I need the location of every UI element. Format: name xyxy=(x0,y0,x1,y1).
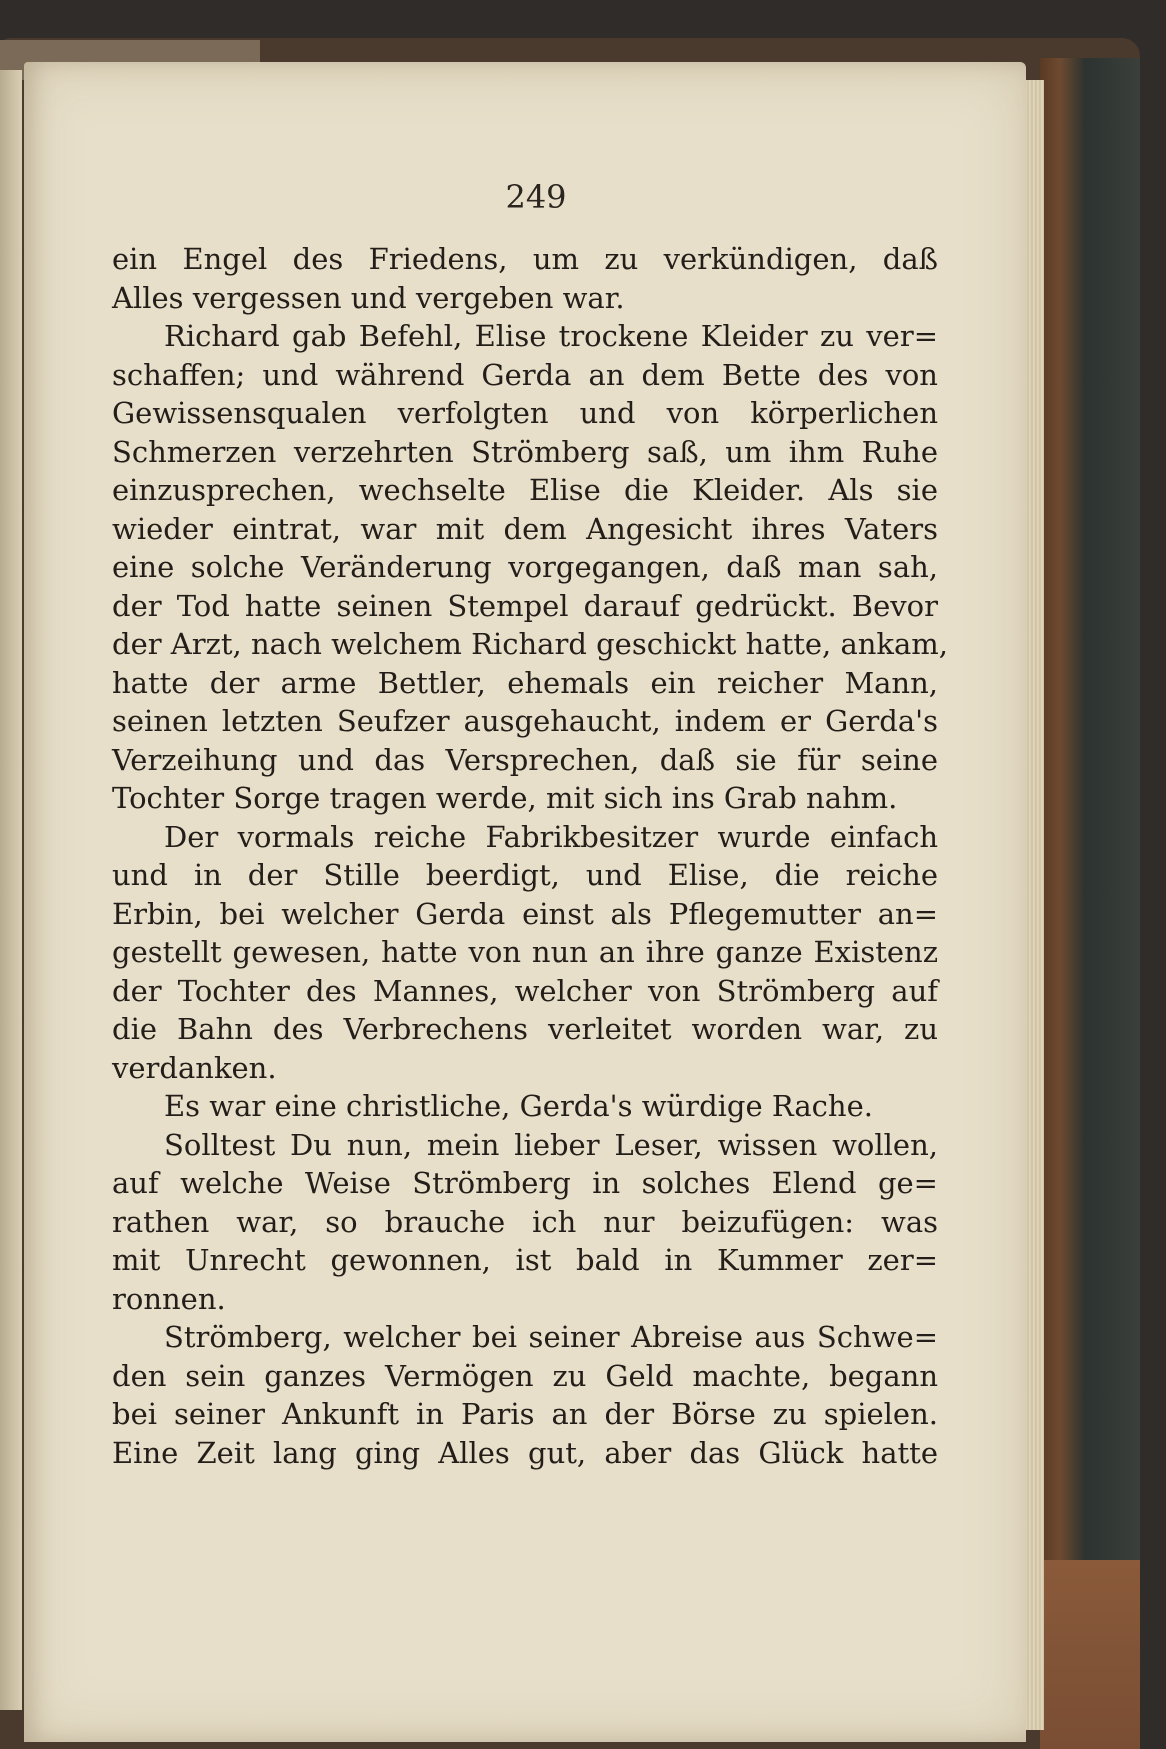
text-line: den sein ganzes Vermögen zu Geld machte, begann xyxy=(112,1358,938,1393)
text-line: bei seiner Ankunft in Paris an der Börse zu spielen. xyxy=(112,1397,938,1431)
text-line: Erbin, bei welcher Gerda einst als Pflegemutter an= xyxy=(112,896,938,931)
text-line: Richard gab Befehl, Elise trockene Kleider zu ver= xyxy=(164,319,938,353)
text-line: Schmerzen verzehrten Strömberg saß, um ihm Ruhe xyxy=(112,434,938,469)
text-line: Der vormals reiche Fabrikbesitzer wurde einfach xyxy=(164,819,938,854)
text-line: hatte der arme Bettler, ehemals ein reicher Mann, xyxy=(112,665,938,700)
text-line: Es war eine christliche, Gerda's würdige Rache. xyxy=(164,1089,873,1123)
text-line: mit Unrecht gewonnen, ist bald in Kummer zer= xyxy=(112,1243,938,1277)
binding-leather-strip xyxy=(1040,1560,1140,1749)
text-line: Gewissensqualen verfolgten und von körperlichen xyxy=(112,396,938,430)
text-line: Tochter Sorge tragen werde, mit sich ins Grab nahm. xyxy=(112,781,898,815)
text-line: Strömberg, welcher bei seiner Abreise aus Schwe= xyxy=(164,1320,938,1354)
text-line: der Tochter des Mannes, welcher von Strömberg auf xyxy=(112,973,938,1008)
text-line: verdanken. xyxy=(112,1050,277,1085)
text-line: Solltest Du nun, mein lieber Leser, wissen wollen, xyxy=(164,1127,938,1162)
text-line: gestellt gewesen, hatte von nun an ihre ganze Existenz xyxy=(112,935,938,969)
text-line: Verzeihung und das Versprechen, daß sie für seine xyxy=(112,742,938,777)
text-line: der Tod hatte seinen Stempel darauf gedrückt. Bevor xyxy=(112,588,938,623)
text-line: Eine Zeit lang ging Alles gut, aber das Glück hatte xyxy=(112,1435,938,1470)
text-line: Alles vergessen und vergeben war. xyxy=(112,280,625,315)
text-line: rathen war, so brauche ich nur beizufügen: was xyxy=(112,1204,938,1239)
text-line: einzusprechen, wechselte Elise die Kleider. Als sie xyxy=(112,473,938,507)
text-line: eine solche Veränderung vorgegangen, daß man sah, xyxy=(112,550,938,584)
text-line: ronnen. xyxy=(112,1281,226,1316)
text-line: der Arzt, nach welchem Richard geschickt hatte, ankam, xyxy=(112,627,949,661)
page-number: 249 xyxy=(505,178,567,216)
text-line: wieder eintrat, war mit dem Angesicht ihres Vaters xyxy=(112,511,938,546)
facing-page-edge xyxy=(0,70,22,1710)
text-line: auf welche Weise Strömberg in solches Elend ge= xyxy=(112,1166,938,1200)
text-line: die Bahn des Verbrechens verleitet worden war, zu xyxy=(112,1012,938,1046)
text-line: schaffen; und während Gerda an dem Bette des von xyxy=(112,357,938,392)
text-line: seinen letzten Seufzer ausgehaucht, indem er Gerda's xyxy=(112,704,938,738)
book-binding xyxy=(1040,58,1140,1749)
text-line: ein Engel des Friedens, um zu verkündigen, daß xyxy=(112,242,938,276)
text-line: und in der Stille beerdigt, und Elise, die reiche xyxy=(112,858,938,892)
page-text xyxy=(112,240,949,1472)
